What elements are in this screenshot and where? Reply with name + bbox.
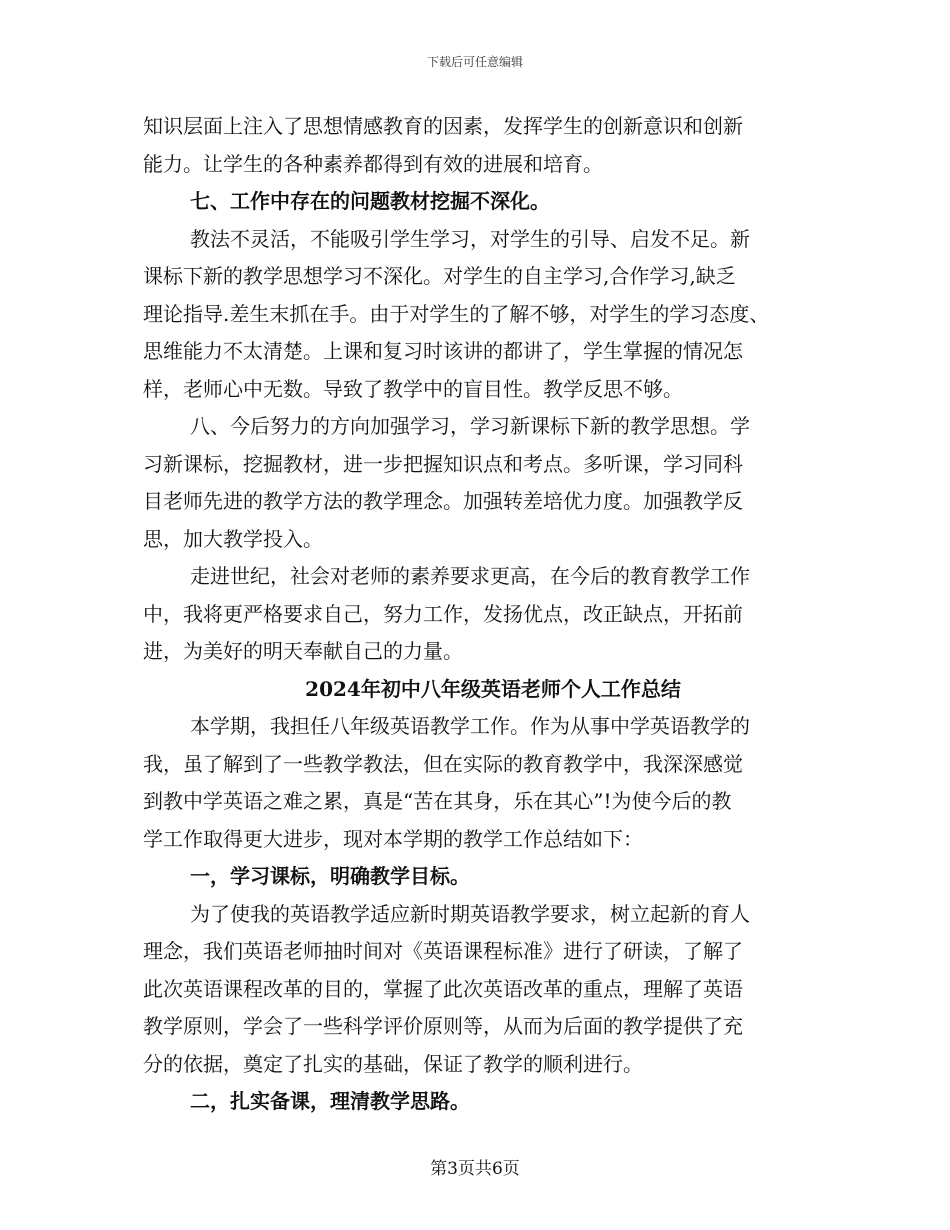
body-line: 学工作取得更大进步，现对本学期的教学工作总结如下： xyxy=(143,826,643,851)
body-line: 能力。让学生的各种素养都得到有效的进展和培育。 xyxy=(143,151,603,176)
body-line: 思，加大教学投入。 xyxy=(143,526,323,551)
body-line: 思维能力不太清楚。上课和复习时该讲的都讲了，学生掌握的情况怎 xyxy=(143,339,743,363)
section-heading: 一，学习课标，明确教学目标。 xyxy=(190,864,470,888)
body-line: 样，老师心中无数。导致了教学中的盲目性。教学反思不够。 xyxy=(143,376,683,401)
body-line: 本学期，我担任八年级英语教学工作。作为从事中学英语教学的 xyxy=(190,714,750,738)
document-title: 2024年初中八年级英语老师个人工作总结 xyxy=(305,676,681,701)
body-line: 教学原则，学会了一些科学评价原则等，从而为后面的教学提供了充 xyxy=(143,1014,743,1038)
section-heading: 二，扎实备课，理清教学思路。 xyxy=(190,1089,470,1113)
body-line: 我，虽了解到了一些教学教法，但在实际的教育教学中，我深深感觉 xyxy=(143,751,743,776)
body-line: 目老师先进的教学方法的教学理念。加强转差培优力度。加强教学反 xyxy=(143,489,743,513)
body-line: 教法不灵活，不能吸引学生学习，对学生的引导、启发不足。新 xyxy=(190,226,750,251)
body-line: 到教中学英语之难之累，真是“苦在其身，乐在其心”!为使今后的教 xyxy=(143,789,732,813)
body-line: 理论指导.差生末抓在手。由于对学生的了解不够，对学生的学习态度、 xyxy=(143,301,770,326)
body-line: 习新课标，挖掘教材，进一步把握知识点和考点。多听课，学习同科 xyxy=(143,451,743,476)
body-line: 分的依据，奠定了扎实的基础，保证了教学的顺利进行。 xyxy=(143,1051,643,1076)
section-heading: 七、工作中存在的问题教材挖掘不深化。 xyxy=(190,189,550,213)
body-line: 理念，我们英语老师抽时间对《英语课程标准》进行了研读，了解了 xyxy=(143,939,743,963)
body-line: 进，为美好的明天奉献自己的力量。 xyxy=(143,639,463,663)
page-number: 第3页共6页 xyxy=(430,1159,520,1179)
document-body xyxy=(143,108,823,1121)
body-line: 知识层面上注入了思想情感教育的因素，发挥学生的创新意识和创新 xyxy=(143,114,743,138)
page-header-note: 下载后可任意编辑 xyxy=(426,55,523,69)
body-line: 中，我将更严格要求自己，努力工作，发扬优点，改正缺点，开拓前 xyxy=(143,601,743,626)
body-line: 八、今后努力的方向加强学习，学习新课标下新的教学思想。学 xyxy=(190,414,750,438)
body-line: 走进世纪，社会对老师的素养要求更高，在今后的教育教学工作 xyxy=(190,564,750,588)
body-line: 课标下新的教学思想学习不深化。对学生的自主学习,合作学习,缺乏 xyxy=(143,264,736,288)
body-line: 为了使我的英语教学适应新时期英语教学要求，树立起新的育人 xyxy=(190,901,750,926)
body-line: 此次英语课程改革的目的，掌握了此次英语改革的重点，理解了英语 xyxy=(143,976,743,1001)
